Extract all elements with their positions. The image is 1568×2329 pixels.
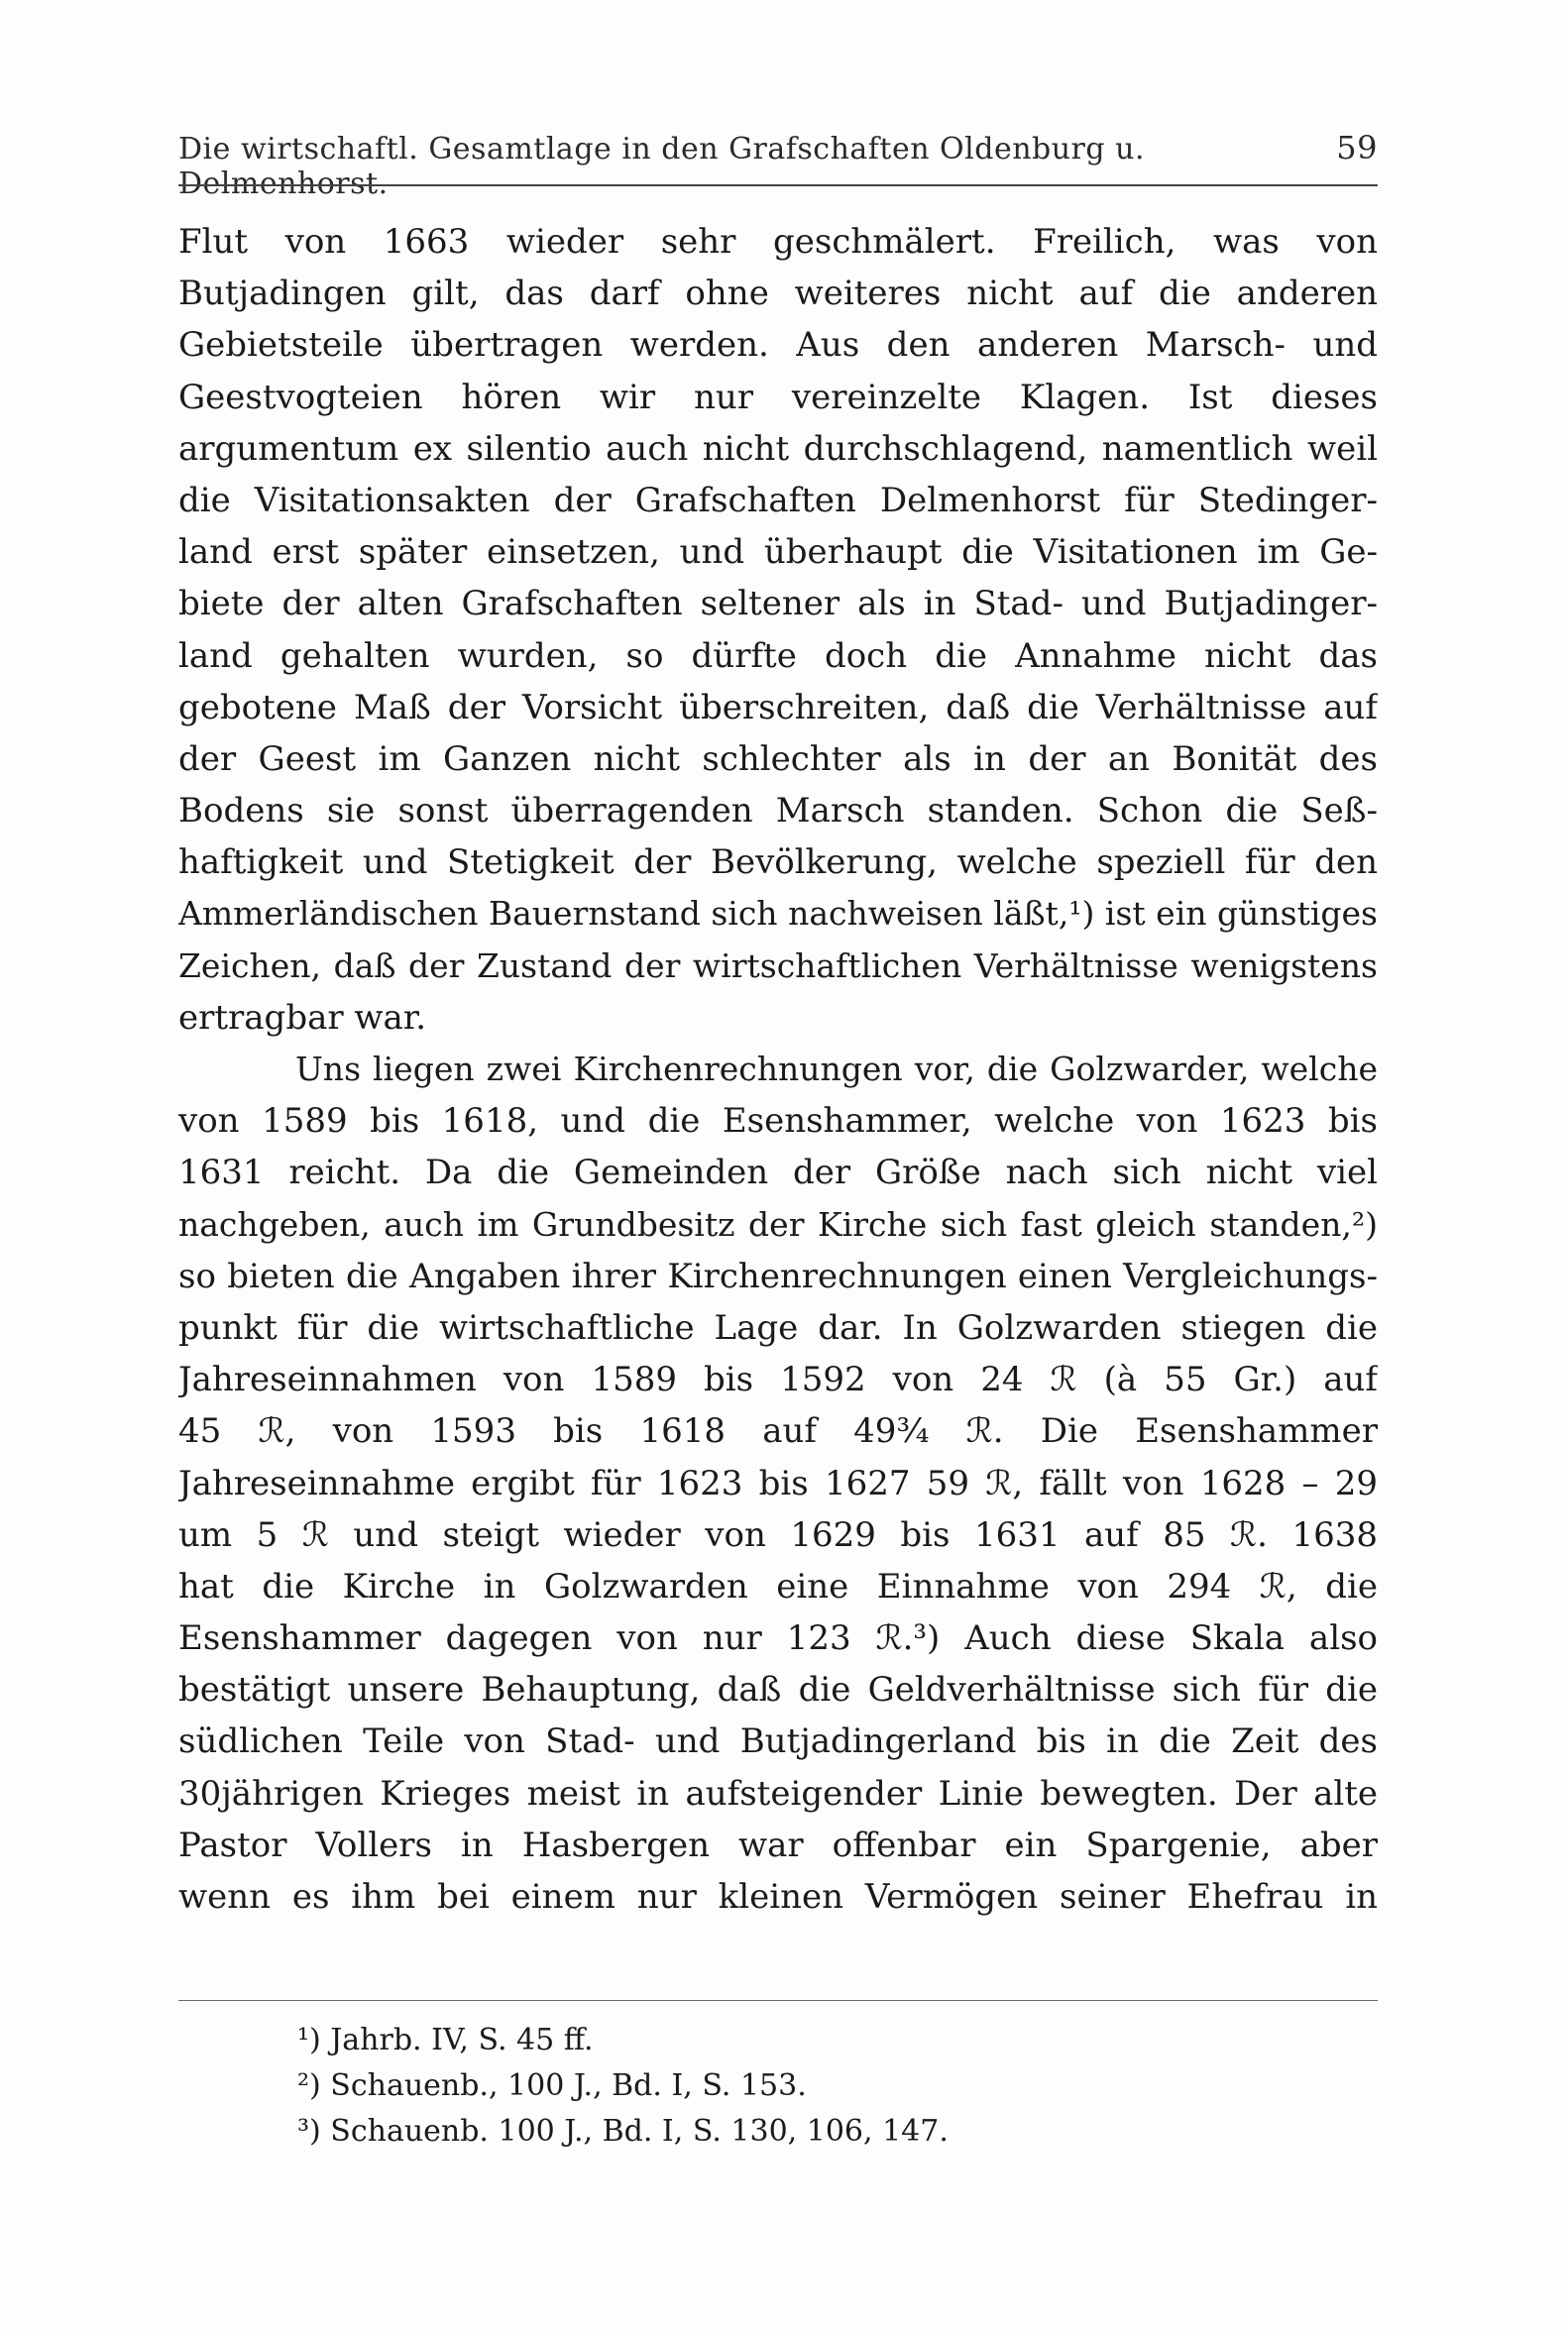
text-line: von 1589 bis 1618, und die Esenshammer, welche von 1623 bis	[178, 1101, 1378, 1142]
text-line: wenn es ihm bei einem nur kleinen Vermögen seiner Ehefrau in	[178, 1877, 1378, 1917]
text-line: Butjadingen gilt, das darf ohne weiteres nicht auf die anderen	[178, 274, 1378, 314]
footnotes	[297, 2018, 1288, 2155]
text-line: 1631 reicht. Da die Gemeinden der Größe nach sich nicht viel	[178, 1153, 1378, 1193]
text-line: so bieten die Angaben ihrer Kirchenrechnungen einen Vergleichungs-	[178, 1256, 1378, 1296]
text-line: Zeichen, daß der Zustand der wirtschaftlichen Verhältnisse wenigstens	[178, 945, 1378, 985]
text-line: ertragbar war.	[178, 997, 427, 1038]
text-line: Jahreseinnahmen von 1589 bis 1592 von 24 ℛ (à 55 Gr.) auf	[178, 1360, 1378, 1400]
text-line: die Visitationsakten der Grafschaften Delmenhorst für Stedinger-	[178, 480, 1378, 520]
text-line: Uns liegen zwei Kirchenrechnungen vor, die Golzwarder, welche	[295, 1050, 1378, 1088]
header-rule	[178, 184, 1378, 186]
text-line: um 5 ℛ und steigt wieder von 1629 bis 1631 auf 85 ℛ. 1638	[178, 1514, 1378, 1555]
text-line: der Geest im Ganzen nicht schlechter als in der an Bonität des	[178, 738, 1378, 779]
running-head	[178, 129, 1378, 201]
footnote: ¹) Jahrb. IV, S. 45 ff.	[297, 2023, 594, 2057]
running-head-title: Die wirtschaftl. Gesamtlage in den Grafschaften Oldenburg u. Delmenhorst.	[178, 132, 1145, 201]
text-line: Geestvogteien hören wir nur vereinzelte Klagen. Ist dieses	[178, 377, 1378, 417]
text-line: Ammerländischen Bauernstand sich nachweisen läßt,¹) ist ein günstiges	[178, 894, 1378, 934]
text-line: Jahreseinnahme ergibt für 1623 bis 1627 59 ℛ, fällt von 1628 – 29	[178, 1463, 1378, 1503]
text-line: Flut von 1663 wieder sehr geschmälert. Freilich, was von	[178, 222, 1378, 262]
page-number: 59	[1336, 129, 1378, 166]
text-line: biete der alten Grafschaften seltener als in Stad- und Butjadinger-	[178, 584, 1378, 624]
text-line: Bodens sie sonst überragenden Marsch standen. Schon die Seß-	[178, 791, 1378, 832]
text-line: 45 ℛ, von 1593 bis 1618 auf 49¾ ℛ. Die Esenshammer	[178, 1411, 1378, 1452]
footnote: ²) Schauenb., 100 J., Bd. I, S. 153.	[297, 2068, 807, 2103]
text-line: bestätigt unsere Behauptung, daß die Geldverhältnisse sich für die	[178, 1670, 1378, 1711]
body-text	[178, 216, 1378, 1923]
text-line: 30jährigen Krieges meist in aufsteigender Linie bewegten. Der alte	[178, 1773, 1378, 1814]
footnote-rule	[178, 2000, 1378, 2001]
text-line: punkt für die wirtschaftliche Lage dar. In Golzwarden stiegen die	[178, 1307, 1378, 1348]
text-line: argumentum ex silentio auch nicht durchschlagend, namentlich weil	[178, 428, 1378, 469]
footnote: ³) Schauenb. 100 J., Bd. I, S. 130, 106, 147.	[297, 2114, 949, 2149]
text-line: südlichen Teile von Stad- und Butjadingerland bis in die Zeit des	[178, 1721, 1378, 1762]
text-line: hat die Kirche in Golzwarden eine Einnahme von 294 ℛ, die	[178, 1566, 1378, 1607]
text-line: land gehalten wurden, so dürfte doch die Annahme nicht das	[178, 635, 1378, 676]
text-line: nachgeben, auch im Grundbesitz der Kirche sich fast gleich standen,²)	[178, 1204, 1378, 1244]
text-line: haftigkeit und Stetigkeit der Bevölkerung, welche speziell für den	[178, 842, 1378, 883]
text-line: Pastor Vollers in Hasbergen war offenbar ein Spargenie, aber	[178, 1825, 1378, 1865]
text-line: Esenshammer dagegen von nur 123 ℛ.³) Auch diese Skala also	[178, 1618, 1378, 1659]
text-line: land erst später einsetzen, und überhaupt die Visitationen im Ge-	[178, 532, 1378, 573]
text-line: Gebietsteile übertragen werden. Aus den anderen Marsch- und	[178, 325, 1378, 366]
text-line: gebotene Maß der Vorsicht überschreiten, daß die Verhältnisse auf	[178, 687, 1378, 727]
